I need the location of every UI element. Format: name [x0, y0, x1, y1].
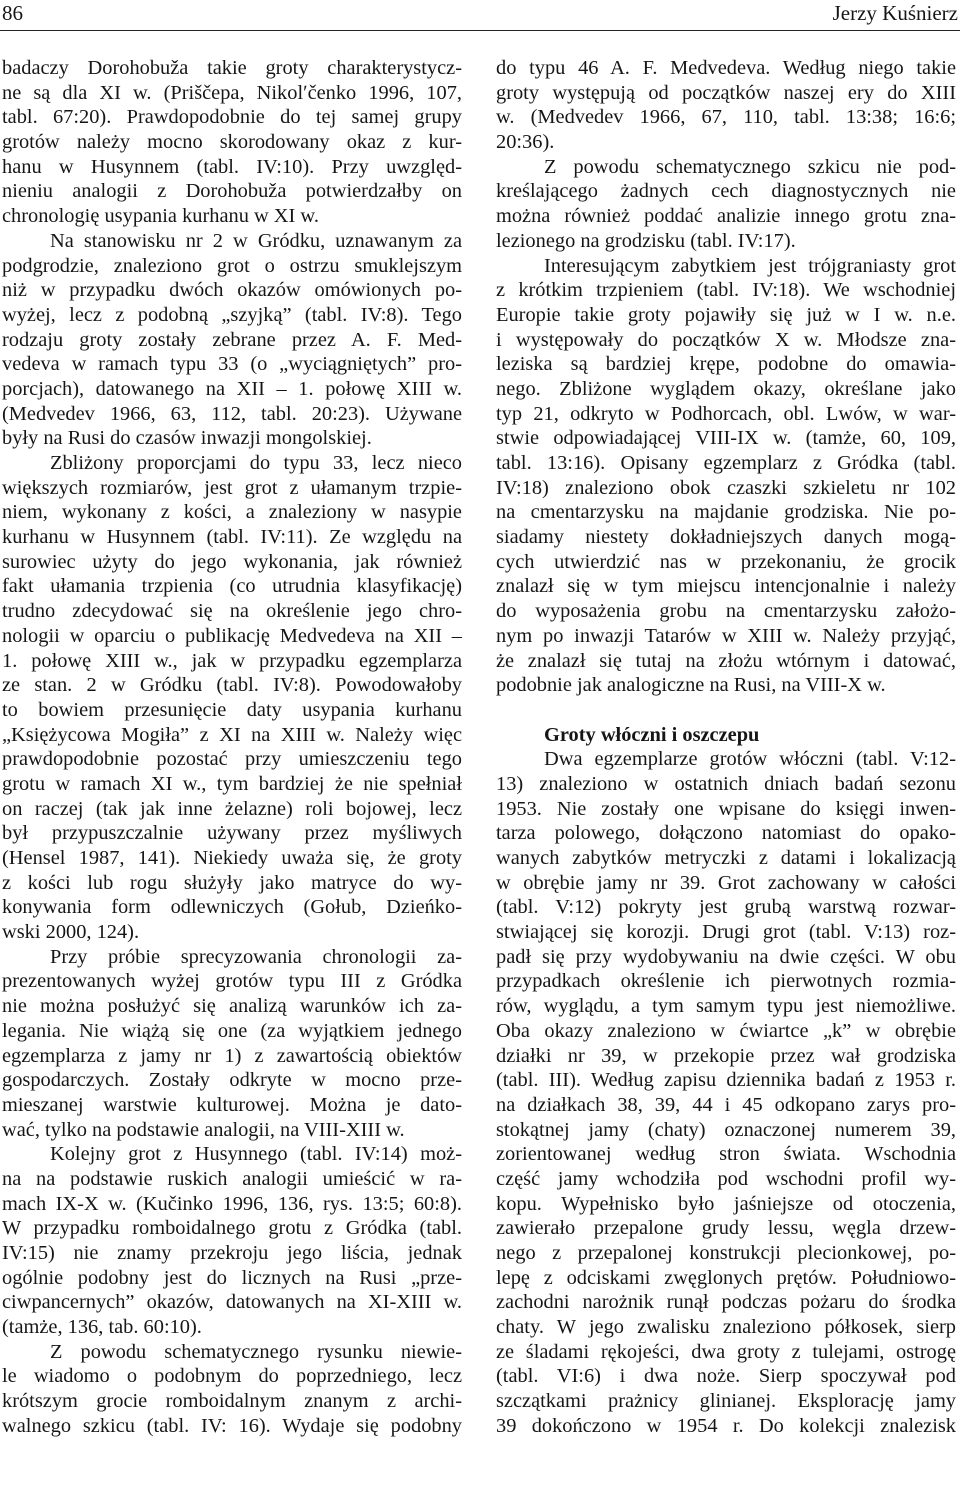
text-line: badaczy Dorohobuža takie groty charakterystycz-: [2, 57, 462, 79]
text-line: 20:36).: [496, 131, 555, 154]
text-line: konywania form odlewniczych (Gołub, Dzieńko-: [2, 896, 462, 919]
text-line: nie można posłużyć się analizą warunków ich za-: [2, 995, 462, 1018]
text-line: były na Rusi do czasów inwazji mongolskiej.: [2, 427, 372, 450]
text-line: na działkach 38, 39, 44 i 45 odkopano zarys pro-: [496, 1093, 956, 1116]
text-line: nym po inwazji Tatarów w XIII w. Należy przyjąć,: [496, 624, 956, 647]
text-line: krótszym grocie romboidalnym znanym z archi-: [2, 1390, 462, 1413]
text-line: ne są dla XI w. (Priščepa, Nikolʹčenko 1996, 107,: [2, 81, 462, 104]
text-line: egzemplarza z jamy nr 1) z zawartością obiektów: [2, 1044, 462, 1067]
text-line: tarza polowego, dołączono natomiast do opako-: [496, 822, 956, 845]
text-line: zawierało przepalone grudy lessu, węgla drzew-: [496, 1217, 956, 1240]
text-line: prawdopodobnie pozostać przy umieszczeniu tego: [2, 748, 462, 771]
text-line: (tabl. III). Według zapisu dziennika badań z 1953 r.: [496, 1069, 956, 1092]
text-line: Zbliżony proporcjami do typu 33, lecz nieco: [50, 452, 462, 474]
text-line: (tabl. VI:6) i dwa noże. Sierp spoczywał pod: [496, 1365, 956, 1388]
text-line: działki nr 39, w przekopie przez wał grodziska: [496, 1044, 956, 1067]
text-line: siadamy niestety dokładniejszych danych mogą-: [496, 526, 956, 549]
text-line: fakt ułamania trzpienia (co utrudnia klasyfikację): [2, 575, 462, 598]
text-line: „Księżycowa Mogiła” z XI na XIII w. Należy więc: [2, 723, 462, 746]
text-line: niem, wykonany z kości, a znaleziony w nasypie: [2, 501, 462, 524]
text-line: większych rozmiarów, jest grot z ułamanym trzpie-: [2, 476, 462, 499]
text-line: mach IX-X w. (Kučinko 1996, 136, rys. 13:5; 60:8).: [2, 1192, 462, 1215]
text-line: ogólnie podobny jest do licznych na Rusi „prze-: [2, 1266, 462, 1289]
text-line: ze śladami rękojeści, dwa groty z tulejami, ostrogę: [496, 1340, 956, 1363]
text-line: tabl. 67:20). Prawdopodobnie do tej samej grupy: [2, 106, 462, 129]
text-line: na na podstawie ruskich analogii umieścić w ra-: [2, 1167, 462, 1190]
text-line: to bowiem przesunięcie daty usypania kurhanu: [2, 698, 462, 721]
text-line: Kolejny grot z Husynnego (tabl. IV:14) moż-: [50, 1143, 462, 1166]
paragraph-gap: [496, 698, 956, 723]
text-line: le wiadomo o podobnym do poprzedniego, lecz: [2, 1365, 462, 1388]
text-line: prezentowanych wyżej grotów typu III z Gródka: [2, 970, 462, 993]
text-line: porcjach), datowanego na XII – 1. połowę XIII w.: [2, 377, 462, 400]
text-line: wać, tylko na podstawie analogii, na VIII-XIII w.: [2, 1118, 405, 1141]
text-line: nologii w oparciu o publikację Medvedeva na XII –: [2, 624, 462, 647]
text-line: Dwa egzemplarze grotów włóczni (tabl. V:12-: [544, 748, 956, 771]
text-line: Z powodu schematycznego szkicu nie pod-: [544, 155, 956, 178]
text-line: rów, wyglądu, a tym samym typu jest niemożliwe.: [496, 995, 956, 1018]
text-line: rodzaju groty zostały zebrane przez A. F. Med-: [2, 328, 462, 351]
text-line: grotu w ramach XI w., tym bardziej że nie spełniał: [2, 772, 462, 795]
text-line: ciwpancernych” okazów, datowanych na XI-XIII w.: [2, 1291, 462, 1314]
text-line: 1953. Nie zostały one wpisane do księgi inwen-: [496, 797, 956, 820]
text-line: i występowały do początków X w. Młodsze zna-: [496, 328, 956, 351]
text-line: był przypuszczalnie używany przez myśliwych: [2, 822, 462, 845]
text-line: Oba okazy znaleziono w ćwiartce „k” w obrębie: [496, 1019, 956, 1042]
text-line: wski 2000, 124).: [2, 921, 140, 944]
right-text-column: [496, 56, 956, 1439]
text-line: stokątnej jamy (chaty) oznaczonej numerem 39,: [496, 1118, 956, 1141]
text-line: z krótkim trzpieniem (tabl. IV:18). We wschodniej: [496, 279, 956, 302]
text-line: IV:18) znaleziono obok czaszki szkieletu nr 102: [496, 476, 956, 499]
text-line: przypadkach określenie ich pierwotnych rozmia-: [496, 970, 956, 993]
text-line: na cmentarzysku na majdanie grodziska. Nie po-: [496, 501, 956, 524]
text-line: można również poddać analizie innego grotu zna-: [496, 205, 956, 228]
text-line: groty występują od początków naszej ery do XIII: [496, 81, 956, 104]
text-line: legania. Nie wiążą się one (za wyjątkiem jednego: [2, 1019, 462, 1042]
text-line: Na stanowisku nr 2 w Gródku, uznawanym za: [50, 229, 462, 252]
text-line: nieniu analogii z Dorohobuža potwierdzałby on: [2, 180, 462, 203]
text-line: w obrębie jamy nr 39. Grot zachowany w całości: [496, 871, 956, 894]
text-line: szczątkami prażnicy glinianej. Eksplorację jamy: [496, 1390, 956, 1413]
text-line: (tamże, 136, tab. 60:10).: [2, 1316, 202, 1339]
text-line: cych utwierdzić nas w przekonaniu, że grocik: [496, 550, 956, 573]
text-line: nego. Zbliżone wyglądem okazy, określane jako: [496, 377, 956, 400]
text-line: zorientowanej według stron świata. Wschodnia: [496, 1143, 956, 1166]
text-line: 39 dokończono w 1954 r. Do kolekcji znalezisk: [496, 1414, 956, 1437]
text-line: (Hensel 1987, 141). Niekiedy uważa się, że groty: [2, 847, 462, 869]
text-line: nego z przepalonej konstrukcji plecionkowej, po-: [496, 1242, 956, 1264]
text-line: surowiec użyty do jego wykonania, jak również: [2, 550, 462, 573]
text-line: lepę z odciskami zwęglonych prętów. Południowo-: [496, 1266, 956, 1289]
text-line: w. (Medvedev 1966, 67, 110, tabl. 13:38; 16:6;: [496, 106, 956, 129]
text-line: hanu w Husynnem (tabl. IV:10). Przy uwzględ-: [2, 155, 462, 178]
text-line: gospodarczych. Zostały odkryte w mocno prze-: [2, 1069, 462, 1092]
text-line: chronologię usypania kurhanu w XI w.: [2, 205, 319, 228]
text-line: (tabl. V:12) pokryty jest grubą warstwą rozwar-: [496, 896, 956, 919]
text-line: wanych zabytków metryczki z datami i lokalizacją: [496, 847, 956, 869]
text-line: podobnie jak analogiczne na Rusi, na VIII-X w.: [496, 674, 886, 697]
text-line: grotów należy mocno skorodowany okaz z kur-: [2, 131, 462, 154]
text-line: (Medvedev 1966, 63, 112, tabl. 20:23). Używane: [2, 402, 462, 425]
text-line: część jamy wchodziła pod wschodni profil wy-: [496, 1167, 956, 1190]
text-line: mieszanej warstwie kulturowej. Można je dato-: [2, 1093, 462, 1116]
text-line: wyżej, lecz z podobną „szyjką” (tabl. IV:8). Tego: [2, 303, 462, 326]
text-line: Europie takie groty pojawiły się już w I w. n.e.: [496, 303, 956, 326]
text-line: Przy próbie sprecyzowania chronologii za-: [50, 945, 462, 968]
text-line: zachodni narożnik runął podczas pożaru do środka: [496, 1291, 956, 1314]
text-line: do wyposażenia grobu na cmentarzysku założo-: [496, 600, 956, 623]
text-line: kreślającego żadnych cech diagnostycznych nie: [496, 180, 956, 203]
running-head-author: Jerzy Kuśnierz: [832, 1, 958, 25]
text-line: stwie odpowiadającej VIII-IX w. (tamże, 60, 109,: [496, 427, 956, 450]
left-text-column: [2, 56, 462, 1439]
text-line: on raczej (tak jak inne żelazne) roli bojowej, lecz: [2, 797, 462, 820]
page-header: [0, 0, 960, 31]
text-line: IV:15) nie znamy przekroju jego liścia, jednak: [2, 1242, 462, 1264]
text-line: stwiającej się korozji. Drugi grot (tabl. V:13) roz-: [496, 921, 956, 944]
text-line: padł się przy wydobywaniu na dwie części. W obu: [496, 945, 956, 968]
text-line: lezionego na grodzisku (tabl. IV:17).: [496, 229, 796, 252]
text-line: walnego szkicu (tabl. IV: 16). Wydaje się podobny: [2, 1414, 462, 1437]
text-line: 1. połowę XIII w., jak w przypadku egzemplarza: [2, 649, 462, 672]
text-line: Interesującym zabytkiem jest trójgraniasty grot: [544, 254, 956, 277]
text-line: 13) znaleziono w ostatnich dniach badań sezonu: [496, 772, 956, 795]
text-line: trudno zdecydować się na określenie jego chro-: [2, 600, 462, 623]
text-line: chaty. W jego zwalisku znaleziono półkosek, sierp: [496, 1316, 956, 1339]
text-line: typ 21, odkryto w Podhorcach, obl. Lwów, w war-: [496, 402, 956, 425]
text-line: Z powodu schematycznego rysunku niewie-: [50, 1340, 462, 1363]
text-line: niż w przypadku dwóch okazów omówionych po-: [2, 279, 462, 302]
text-line: W przypadku romboidalnego grotu z Gródka (tabl.: [2, 1217, 462, 1240]
text-line: ze stan. 2 w Gródku (tabl. IV:8). Powodowałoby: [2, 674, 462, 697]
text-line: znalazł się w tym miejscu intencjonalnie i należy: [496, 575, 956, 598]
text-line: z kości lub rogu służyły jako matryce do wy-: [2, 871, 462, 894]
text-line: kurhanu w Husynnem (tabl. IV:11). Ze względu na: [2, 526, 462, 549]
text-line: tabl. 13:16). Opisany egzemplarz z Gródka (tabl.: [496, 452, 956, 474]
text-line: kopu. Wypełnisko było jaśniejsze od otoczenia,: [496, 1192, 956, 1215]
text-line: leziska są bardziej krępe, podobne do omawia-: [496, 353, 956, 376]
text-line: podgrodzie, znaleziono grot o ostrzu smuklejszym: [2, 254, 462, 277]
text-line: vedeva w ramach typu 33 (o „wyciągniętych” pro-: [2, 353, 462, 376]
text-line: do typu 46 A. F. Medvedeva. Według niego takie: [496, 57, 956, 79]
page-number: 86: [2, 1, 23, 25]
section-heading: Groty włóczni i oszczepu: [544, 723, 760, 746]
text-line: że znalazł się tutaj na złożu wtórnym i datować,: [496, 649, 956, 672]
